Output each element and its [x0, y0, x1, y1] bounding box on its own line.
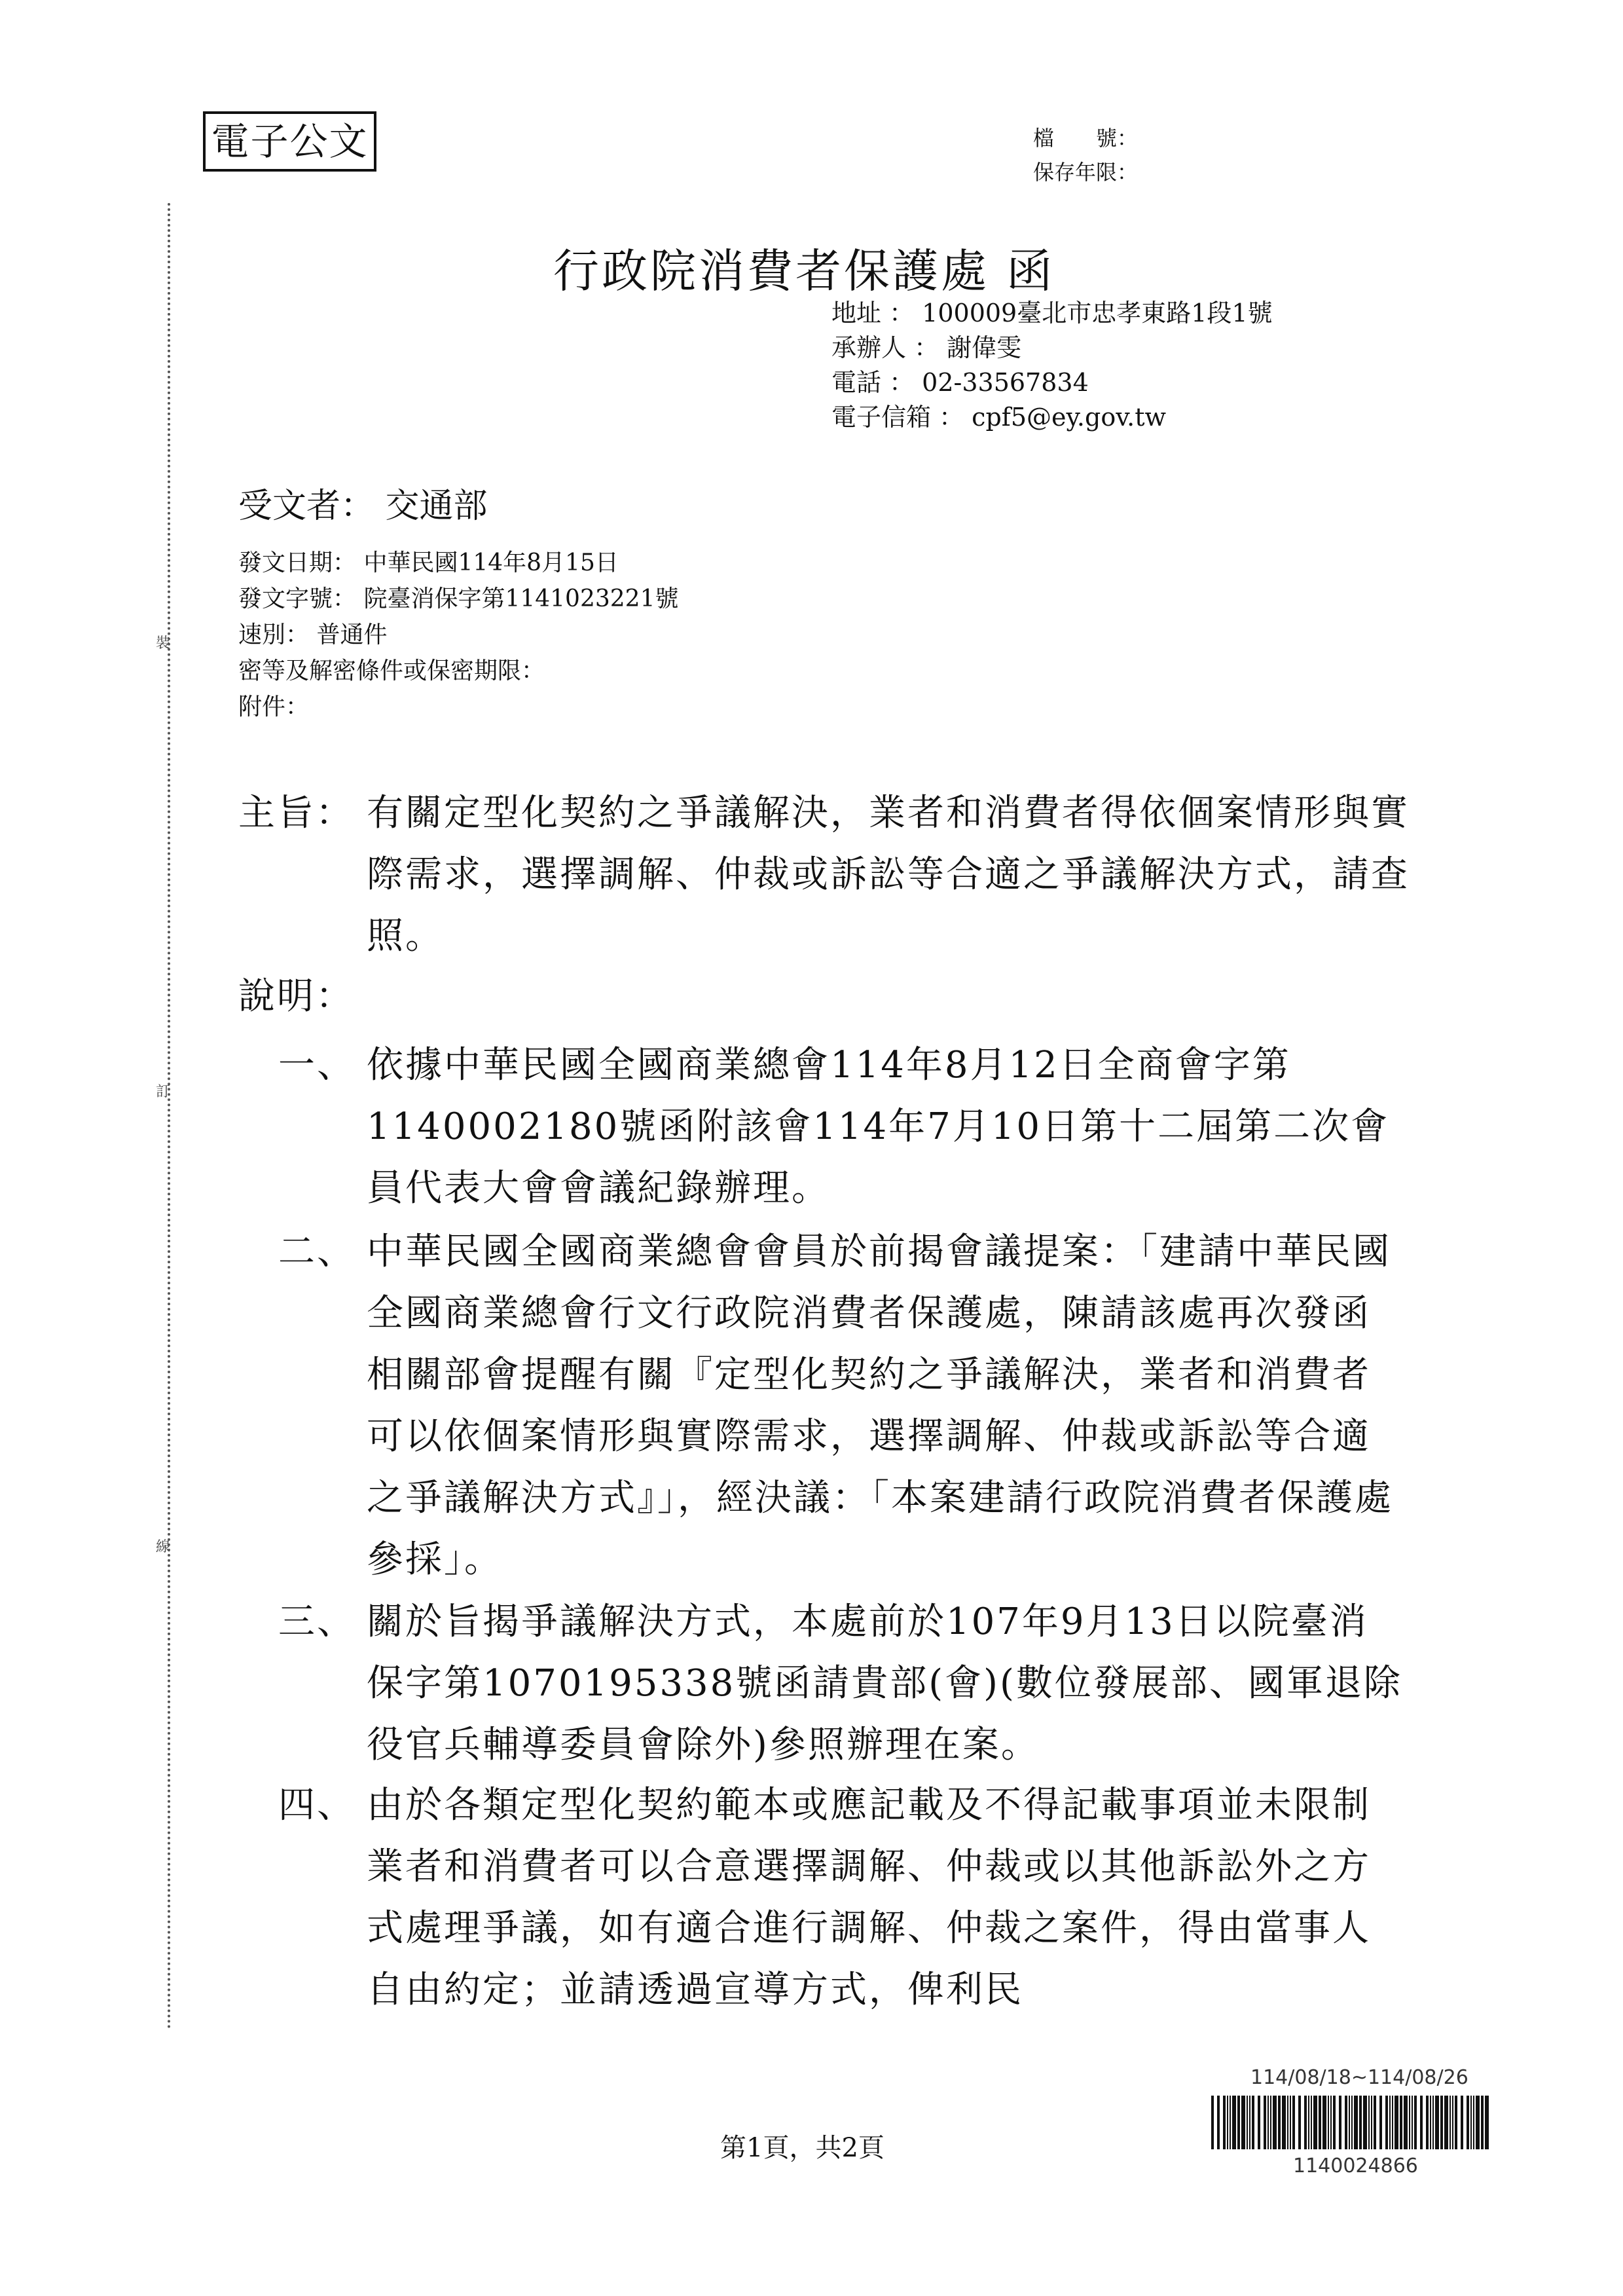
binding-char-2: 訂 — [156, 1084, 171, 1100]
subject-label: 主旨： — [238, 792, 354, 834]
explanation-item — [278, 1221, 1404, 1591]
speed-category: 速別： 普通件 — [238, 621, 388, 648]
electronic-document-stamp: 電子公文 — [203, 111, 376, 172]
item-number: 三、 — [278, 1601, 356, 1643]
dispatch-date: 發文日期： 中華民國114年8月15日 — [238, 549, 619, 576]
item-text: 依據中華民國全國商業總會114年8月12日全商會字第1140002180號函附該會114年7月10日第十二屆第二次會員代表大會會議紀錄辦理。 — [367, 1044, 1390, 1210]
item-text: 關於旨揭爭議解決方式，本處前於107年9月13日以院臺消保字第1070195338號函請貴部(會)(數位發展部、國軍退除役官兵輔導委員會除外)參照辦理在案。 — [367, 1601, 1402, 1766]
attachment-label: 附件： — [238, 694, 310, 720]
receipt-date-range: 114/08/18~114/08/26 — [1250, 2066, 1468, 2089]
recipient: 受文者： 交通部 — [238, 487, 488, 526]
item-number: 二、 — [278, 1231, 356, 1273]
explanation-item — [278, 1591, 1404, 1776]
email-line: 電子信箱 ： cpf5@ey.gov.tw — [831, 403, 1167, 432]
barcode-number: 1140024866 — [1293, 2155, 1418, 2177]
document-title: 行政院消費者保護處 函 — [553, 244, 1055, 298]
item-number: 四、 — [278, 1784, 356, 1826]
explanation-item — [278, 1035, 1404, 1219]
phone-line: 電話 ： 02-33567834 — [831, 368, 1089, 397]
dispatch-meta — [238, 545, 679, 725]
file-meta — [1033, 121, 1138, 189]
page-number: 第1頁，共2頁 — [720, 2133, 884, 2163]
explanation-label: 說明： — [238, 975, 354, 1018]
item-number: 一、 — [278, 1044, 356, 1086]
binding-char-1: 裝 — [156, 635, 171, 652]
retention-period-label: 保存年限： — [1033, 160, 1139, 185]
secrecy-level: 密等及解密條件或保密期限： — [238, 657, 545, 684]
barcode-graphic — [1211, 2096, 1493, 2149]
dispatch-reference-number: 發文字號： 院臺消保字第1141023221號 — [238, 585, 679, 612]
binding-line — [168, 203, 170, 2030]
contact-block — [831, 296, 1273, 435]
handler-line: 承辦人 ： 謝偉雯 — [831, 333, 1022, 362]
item-text: 由於各類定型化契約範本或應記載及不得記載事項並未限制業者和消費者可以合意選擇調解、仲裁或以其他訴訟外之方式處理爭議，如有適合進行調解、仲裁之案件，得由當事人自由約定；並請透過宣導方式，俾利民 — [367, 1784, 1371, 2011]
subject-text: 有關定型化契約之爭議解決，業者和消費者得依個案情形與實際需求，選擇調解、仲裁或訴訟等合適之爭議解決方式，請查照。 — [367, 792, 1410, 957]
item-text: 中華民國全國商業總會會員於前揭會議提案：「建請中華民國全國商業總會行文行政院消費者保護處，陳請該處再次發函相關部會提醒有關『定型化契約之爭議解決，業者和消費者可以依個案情形與實際需求，選擇調解、仲裁或訴訟等合適之爭議解決方式』」，經決議：「本案建請行政院消費者保護處參採」。 — [367, 1231, 1393, 1581]
explanation-item — [278, 1775, 1404, 2021]
binding-char-3: 線 — [156, 1539, 171, 1555]
file-number-label: 檔 號： — [1033, 126, 1139, 151]
address-line: 地址 ： 100009臺北市忠孝東路1段1號 — [831, 299, 1273, 327]
